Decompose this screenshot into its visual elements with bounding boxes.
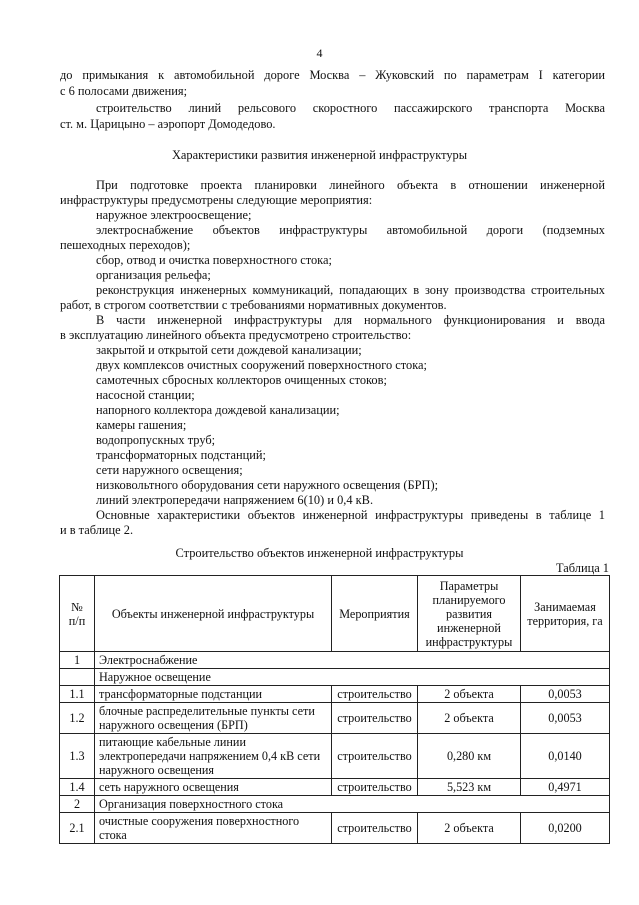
section-title-cell: Электроснабжение [95,652,610,669]
section-number: 1 [60,652,95,669]
row-area: 0,0200 [521,813,610,844]
paragraph2-line-1: В части инженерной инфраструктуры для нормального функционирования и ввода [96,313,605,327]
paragraph2-line-2: в эксплуатацию линейного объекта предусмотрено строительство: [60,328,412,342]
header-activities: Мероприятия [332,576,418,652]
intro-line-4: ст. м. Царицыно – аэропорт Домодедово. [60,117,276,131]
measure-item-cont: пешеходных переходов); [60,238,191,252]
table-row [60,779,610,796]
row-activity: строительство [332,686,418,703]
row-activity: строительство [332,734,418,779]
row-activity: строительство [332,703,418,734]
paragraph3-line-2: и в таблице 2. [60,523,134,537]
measure-item: наружное электроосвещение; [96,208,252,222]
row-number: 1.1 [60,686,95,703]
measure-item-cont: работ, в строгом соответствии с требованиями нормативных документов. [60,298,447,312]
row-object: трансформаторные подстанции [95,686,332,703]
intro-line-2: с 6 полосами движения; [60,84,188,98]
table-row [60,813,610,844]
construction-item: напорного коллектора дождевой канализации; [96,403,340,417]
construction-item: низковольтного оборудования сети наружного освещения (БРП); [96,478,439,492]
construction-item: самотечных сбросных коллекторов очищенных стоков; [96,373,387,387]
table-section-row [60,796,610,813]
row-object: питающие кабельные линии электропередачи напряжением 0,4 кВ сети наружного освещения [95,734,332,779]
row-object: сеть наружного освещения [95,779,332,796]
row-area: 0,0053 [521,703,610,734]
infrastructure-table [59,575,610,844]
row-number: 2.1 [60,813,95,844]
paragraph3-line-1: Основные характеристики объектов инженерной инфраструктуры приведены в таблице 1 [96,508,605,522]
measure-item: организация рельефа; [96,268,211,282]
row-activity: строительство [332,813,418,844]
construction-item: камеры гашения; [96,418,187,432]
row-parameter: 0,280 км [418,734,521,779]
header-objects: Объекты инженерной инфраструктуры [95,576,332,652]
row-parameter: 2 объекта [418,686,521,703]
table-subsection-row [60,669,610,686]
row-activity: строительство [332,779,418,796]
section-title: Характеристики развития инженерной инфраструктуры [171,148,468,162]
row-parameter: 2 объекта [418,813,521,844]
row-area: 0,0140 [521,734,610,779]
construction-item: трансформаторных подстанций; [96,448,266,462]
table-header-row [60,576,610,652]
construction-item: сети наружного освещения; [96,463,243,477]
measure-item: реконструкция инженерных коммуникаций, попадающих в зону производства строительных [96,283,605,297]
construction-item: линий электропередачи напряжением 6(10) и 0,4 кВ. [96,493,374,507]
intro-line-1: до примыкания к автомобильной дороге Москва – Жуковский по параметрам I категории [60,68,605,82]
table-row [60,703,610,734]
table-label: Таблица 1 [556,561,609,575]
row-number: 1.3 [60,734,95,779]
header-number: № п/п [60,576,95,652]
table-row [60,686,610,703]
row-number: 1.2 [60,703,95,734]
paragraph1-line-1: При подготовке проекта планировки линейного объекта в отношении инженерной [96,178,605,192]
construction-item: закрытой и открытой сети дождевой канализации; [96,343,362,357]
row-parameter: 2 объекта [418,703,521,734]
row-area: 0,4971 [521,779,610,796]
paragraph1-line-2: инфраструктуры предусмотрены следующие мероприятия: [60,193,373,207]
measure-item: электроснабжение объектов инфраструктуры автомобильной дороги (подземных [96,223,605,237]
subsection-title-cell: Наружное освещение [95,669,610,686]
row-area: 0,0053 [521,686,610,703]
section-number: 2 [60,796,95,813]
table-title: Строительство объектов инженерной инфраструктуры [175,546,464,560]
row-object: блочные распределительные пункты сети наружного освещения (БРП) [95,703,332,734]
table-row [60,734,610,779]
header-parameters: Параметры планируемого развития инженерной инфраструктуры [418,576,521,652]
construction-item: насосной станции; [96,388,195,402]
table-section-row [60,652,610,669]
section-title-cell: Организация поверхностного стока [95,796,610,813]
row-object: очистные сооружения поверхностного стока [95,813,332,844]
header-area: Занимаемая территория, га [521,576,610,652]
construction-item: водопропускных труб; [96,433,216,447]
empty-cell [60,669,95,686]
measure-item: сбор, отвод и очистка поверхностного стока; [96,253,332,267]
construction-item: двух комплексов очистных сооружений поверхностного стока; [96,358,427,372]
row-parameter: 5,523 км [418,779,521,796]
row-number: 1.4 [60,779,95,796]
page-number: 4 [316,46,323,60]
intro-line-3: строительство линий рельсового скоростного пассажирского транспорта Москва [96,101,605,115]
